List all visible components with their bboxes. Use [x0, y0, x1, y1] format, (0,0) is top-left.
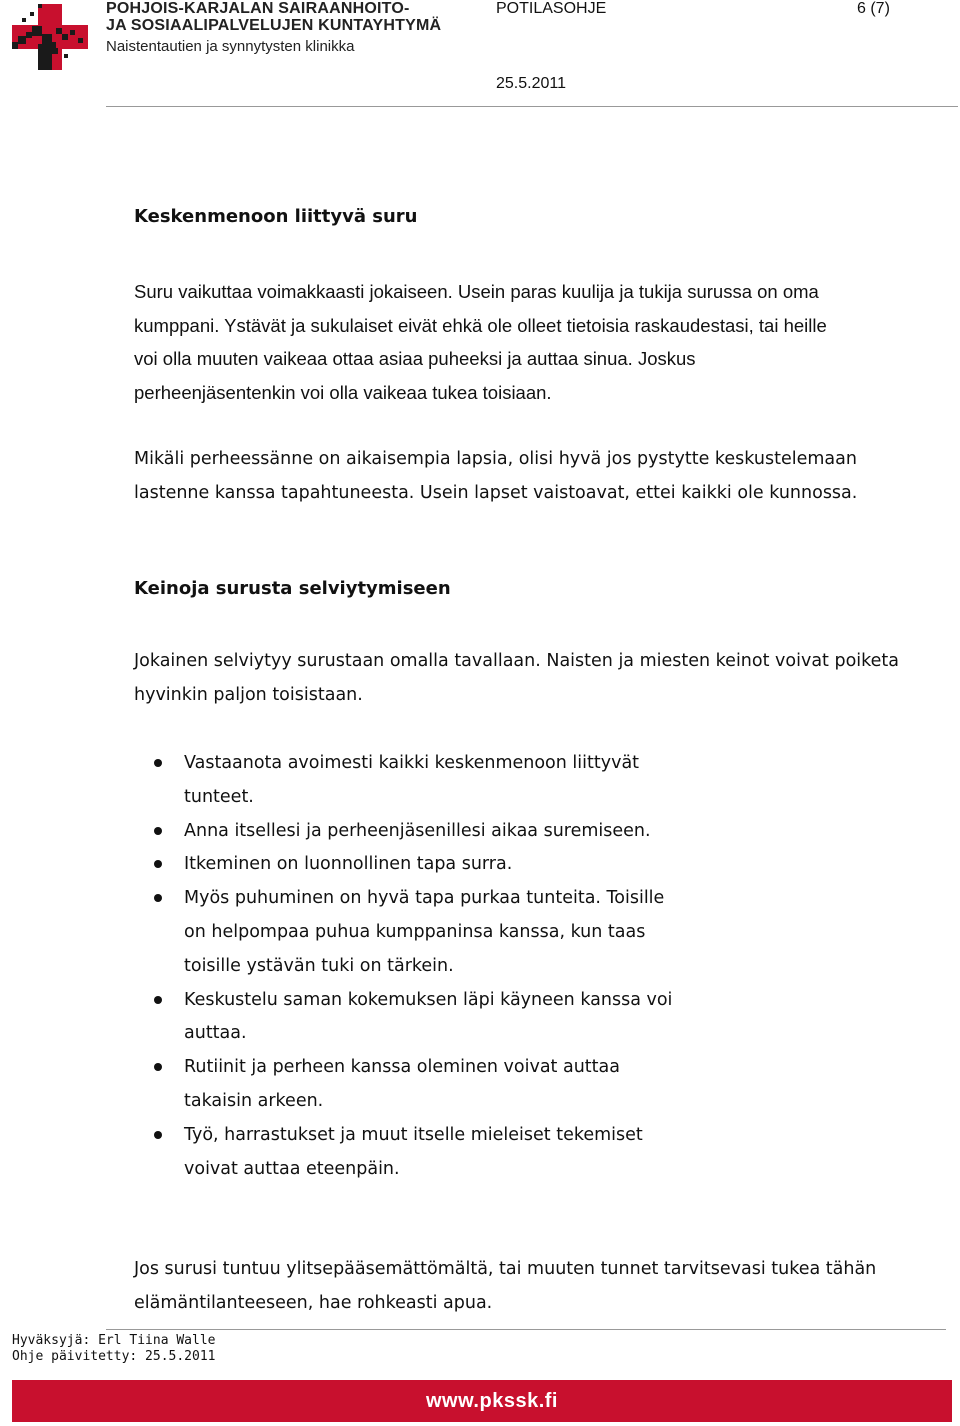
text-line: Itkeminen on luonnollinen tapa surra. [184, 854, 513, 875]
text-line: Mikäli perheessänne on aikaisempia lapsia, olisi hyvä jos pystytte keskustelemaan [134, 449, 857, 469]
text-line: toisille ystävän tuki on tärkein. [184, 955, 454, 976]
text-line: auttaa. [184, 1023, 247, 1044]
text-line: Anna itsellesi ja perheenjäsenillesi aikaa suremiseen. [184, 820, 651, 841]
text-line: Rutiinit ja perheen kanssa oleminen voivat auttaa [184, 1057, 620, 1078]
approved-by: Hyväksyjä: Erl Tiina Walle [12, 1333, 216, 1348]
document-date: 25.5.2011 [496, 75, 566, 92]
paragraph-grief-intro [134, 275, 952, 409]
section-heading-coping: Keinoja surusta selviytymiseen [134, 578, 451, 599]
text-line: hyvinkin paljon toisistaan. [134, 684, 363, 705]
list-item [134, 1119, 734, 1187]
list-item [134, 882, 734, 983]
document-footer [12, 1333, 216, 1365]
footer-banner [12, 1380, 952, 1422]
bullet-icon [154, 860, 162, 868]
clinic-name: Naistentautien ja synnytysten klinikka [106, 38, 355, 55]
text-line: Jokainen selviytyy surustaan omalla tavallaan. Naisten ja miesten keinot voivat poiketa [134, 651, 900, 671]
paragraph-children [134, 443, 952, 510]
coping-list [134, 747, 734, 1186]
text-line: elämäntilanteeseen, hae rohkeasti apua. [134, 1292, 493, 1313]
bullet-icon [154, 1063, 162, 1071]
list-item [134, 1051, 734, 1119]
list-item [134, 984, 734, 1052]
text-line: voi olla muuten vaikeaa ottaa asiaa puheeksi ja auttaa sinua. Joskus [134, 348, 696, 370]
footer-divider [106, 1329, 946, 1330]
bullet-icon [154, 894, 162, 902]
text-line: perheenjäsentenkin voi olla vaikeaa tukea toisiaan. [134, 381, 552, 403]
list-item [134, 848, 734, 882]
page-number: 6 (7) [857, 0, 890, 17]
text-line: tunteet. [184, 786, 254, 807]
section-heading-grief: Keskenmenoon liittyvä suru [134, 206, 418, 227]
org-name-line2: JA SOSIAALIPALVELUJEN KUNTAYHTYMÄ [106, 17, 442, 34]
text-line: Suru vaikuttaa voimakkaasti jokaiseen. Usein paras kuulija ja tukija surussa on oma [134, 281, 819, 302]
text-line: lastenne kanssa tapahtuneesta. Usein lapset vaistoavat, ettei kaikki ole kunnossa. [134, 482, 858, 503]
list-item [134, 815, 734, 849]
organization-header [106, 0, 441, 58]
text-line: takaisin arkeen. [184, 1090, 324, 1111]
paragraph-coping-intro [134, 645, 952, 712]
text-line: kumppani. Ystävät ja sukulaiset eivät ehkä ole olleet tietoisia raskaudestasi, tai heille [134, 314, 827, 336]
paragraph-seek-help [134, 1253, 944, 1320]
text-line: Myös puhuminen on hyvä tapa purkaa tunteita. Toisille [184, 888, 665, 909]
bullet-icon [154, 759, 162, 767]
org-name-line1: POHJOIS-KARJALAN SAIRAANHOITO- [106, 0, 410, 17]
document-type: POTILASOHJE [496, 0, 607, 17]
text-line: Työ, harrastukset ja muut itselle mieleiset tekemiset [184, 1124, 643, 1145]
text-line: Jos surusi tuntuu ylitsepääsemättömältä, tai muuten tunnet tarvitsevasi tukea tähän [134, 1259, 877, 1279]
bullet-icon [154, 996, 162, 1004]
text-line: on helpompaa puhua kumppaninsa kanssa, kun taas [184, 921, 646, 942]
text-line: Vastaanota avoimesti kaikki keskenmenoon liittyvät [184, 753, 640, 773]
list-item [134, 747, 734, 815]
bullet-icon [154, 827, 162, 835]
text-line: voivat auttaa eteenpäin. [184, 1158, 400, 1179]
text-line: Keskustelu saman kokemuksen läpi käyneen kanssa voi [184, 989, 673, 1010]
updated-date: Ohje päivitetty: 25.5.2011 [12, 1349, 216, 1364]
header-divider [106, 106, 958, 107]
pkssk-logo [12, 4, 88, 70]
bullet-icon [154, 1131, 162, 1139]
website-link[interactable]: www.pkssk.fi [426, 1390, 558, 1412]
